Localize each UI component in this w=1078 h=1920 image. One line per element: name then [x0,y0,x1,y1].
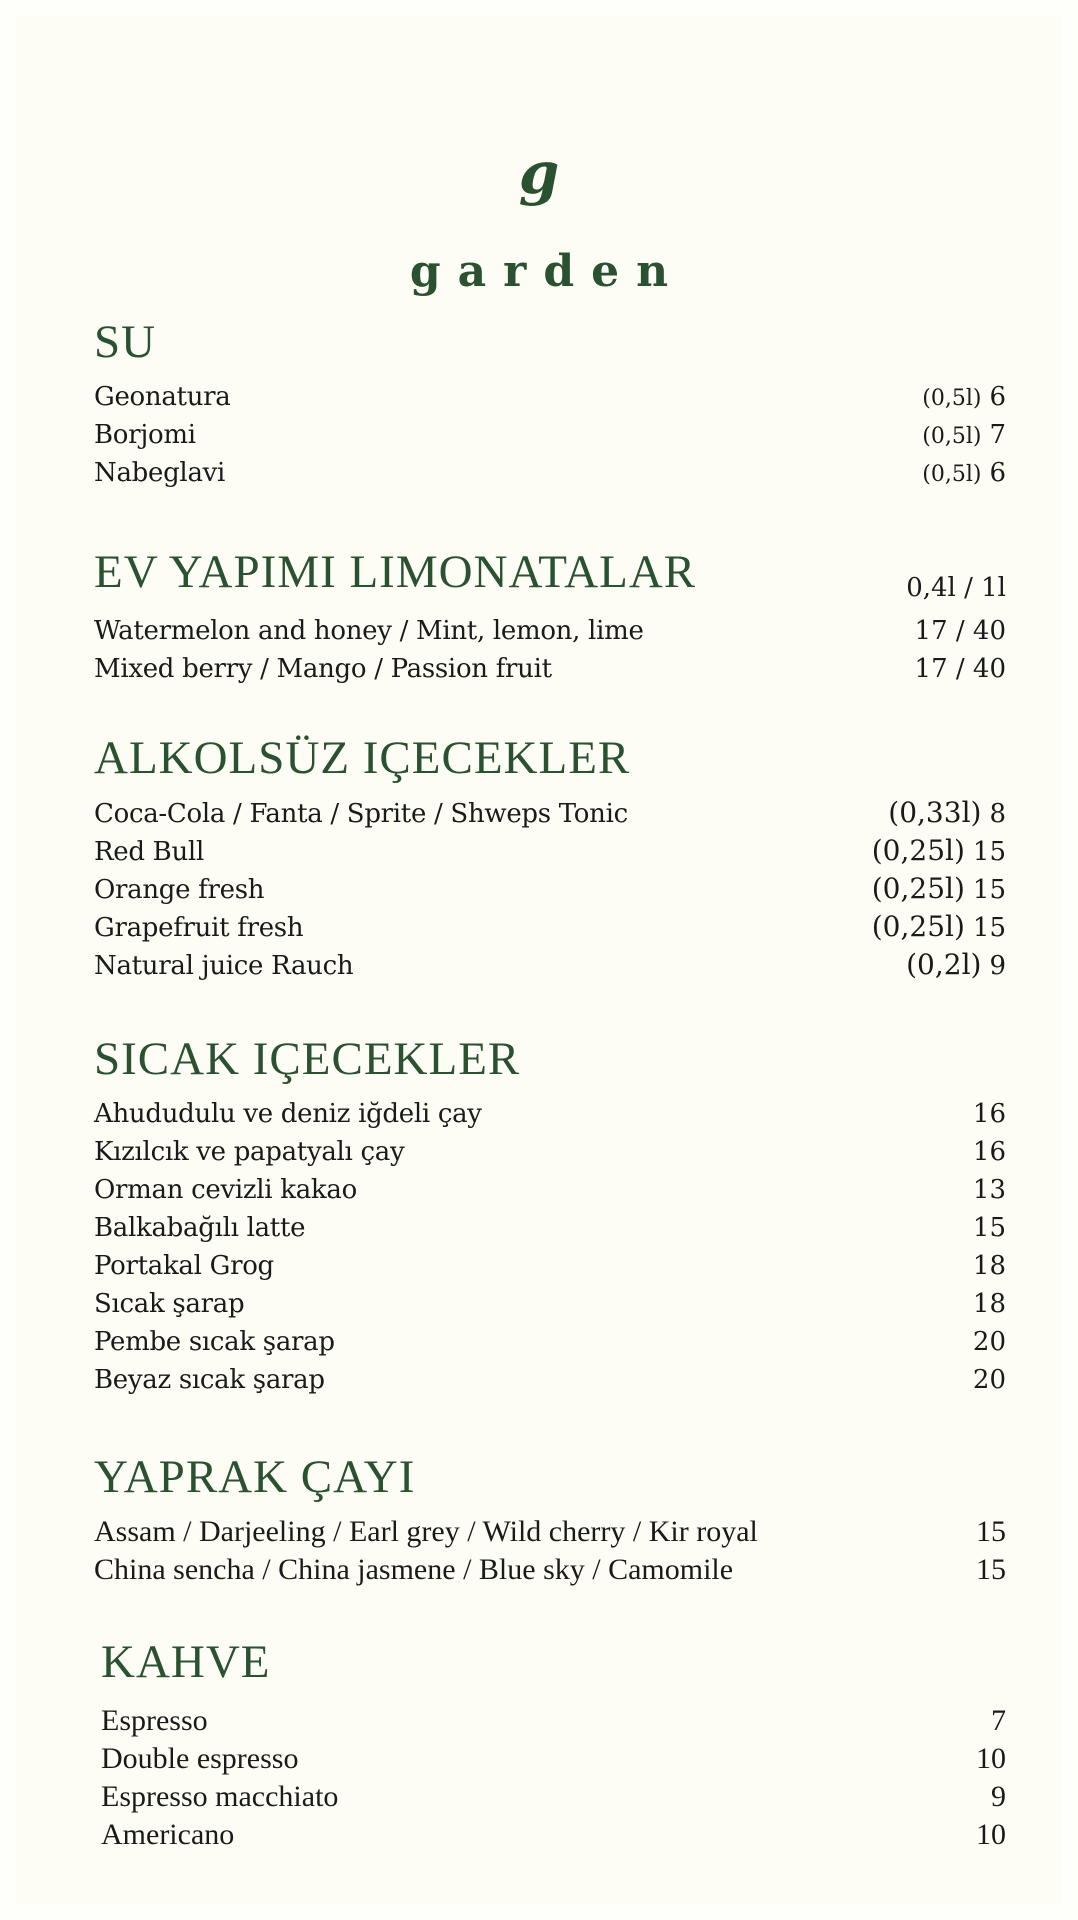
item-price: 20 [972,1365,1006,1395]
section-title: KAHVE [101,1636,271,1688]
item-name: Americano [101,1818,235,1851]
section-title: ALKOLSÜZ IÇECEKLER [94,732,631,784]
item-name: Balkabağılı latte [94,1213,306,1243]
menu-item [94,946,1006,984]
menu-item [94,378,1006,416]
menu-item [94,1361,1006,1399]
item-name: Orange fresh [94,875,265,905]
item-price [888,794,1006,833]
item-price: 17 / 40 [914,616,1006,646]
item-volume: (0,5l) [922,462,982,487]
item-volume: (0,25l) [871,834,965,867]
menu-item [94,416,1006,454]
item-name: Ahududulu ve deniz iğdeli çay [94,1099,482,1129]
item-name: Orman cevizli kakao [94,1175,357,1205]
item-price: 10 [976,1742,1006,1775]
section-kahve [101,1636,1006,1854]
section-title: SU [94,316,157,368]
menu-item [94,1285,1006,1323]
item-volume: (0,2l) [906,948,982,981]
item-price: 17 / 40 [914,654,1006,684]
item-list [94,1095,1006,1399]
item-price [872,832,1006,871]
item-price [906,946,1006,985]
item-list [101,1702,1006,1854]
item-price: 9 [991,1780,1006,1813]
item-price: 13 [972,1175,1006,1205]
menu-page [16,16,1062,1904]
item-name: Beyaz sıcak şarap [94,1365,325,1395]
menu-item [101,1816,1006,1854]
item-name: Geonatura [94,382,231,412]
item-name: Espresso [101,1704,208,1737]
item-name: Nabeglavi [94,458,226,488]
item-list [94,612,1006,688]
garden-logo-icon: g [518,139,560,207]
item-volume: (0,5l) [922,424,982,449]
brand-name: garden [409,246,686,297]
section-limonatalar [94,546,1006,688]
item-price: 16 [972,1137,1006,1167]
item-name: Espresso macchiato [101,1780,339,1813]
section-title: SICAK IÇECEKLER [94,1033,521,1085]
item-name: Watermelon and honey / Mint, lemon, lime [94,616,644,646]
item-name: Borjomi [94,420,196,450]
menu-item [94,1095,1006,1133]
item-price [872,870,1006,909]
item-name: China sencha / China jasmene / Blue sky / Camomile [94,1553,734,1586]
item-price-value: 15 [972,875,1006,905]
item-name: Assam / Darjeeling / Earl grey / Wild cherry / Kir royal [94,1515,758,1548]
item-price: 15 [976,1553,1006,1586]
item-name: Double espresso [101,1742,299,1775]
item-price [922,416,1006,456]
section-title: YAPRAK ÇAYI [94,1451,416,1503]
item-price: 18 [972,1289,1006,1319]
item-price: 10 [976,1818,1006,1851]
section-yaprak [94,1451,1006,1589]
menu-item [94,612,1006,650]
item-price: 15 [972,1213,1006,1243]
item-list [94,378,1006,492]
menu-item [94,908,1006,946]
item-price: 7 [991,1704,1006,1737]
menu-item [101,1740,1006,1778]
menu-item [94,1171,1006,1209]
item-price: 20 [972,1327,1006,1357]
menu-item [94,832,1006,870]
item-name: Grapefruit fresh [94,913,304,943]
item-price-value: 15 [972,837,1006,867]
menu-item [94,1247,1006,1285]
menu-item [94,1551,1006,1589]
section-title-text: EV YAPIMI LIMONATALAR [94,546,697,598]
menu-item [101,1702,1006,1740]
item-volume: (0,33l) [888,796,982,829]
item-price-value: 8 [989,799,1006,829]
menu-item [94,1323,1006,1361]
menu-item [101,1778,1006,1816]
item-volume: (0,5l) [922,386,982,411]
item-name: Coca-Cola / Fanta / Sprite / Shweps Tonic [94,799,628,829]
item-price: 16 [972,1099,1006,1129]
section-alkolsuz [94,732,1006,984]
item-price-value: 9 [989,951,1006,981]
item-name: Red Bull [94,837,204,867]
menu-item [94,650,1006,688]
menu-item [94,1133,1006,1171]
item-price-value: 15 [972,913,1006,943]
item-list [94,794,1006,984]
item-price [872,908,1006,947]
section-sicak [94,1033,1006,1399]
item-name: Pembe sıcak şarap [94,1327,335,1357]
menu-item [94,870,1006,908]
item-name: Mixed berry / Mango / Passion fruit [94,654,552,684]
item-price: 18 [972,1251,1006,1281]
item-name: Kızılcık ve papatyalı çay [94,1137,405,1167]
item-name: Sıcak şarap [94,1289,245,1319]
item-price-value: 7 [989,420,1006,450]
menu-item [94,1513,1006,1551]
item-price [922,378,1006,418]
item-list [94,1513,1006,1589]
menu-item [94,454,1006,492]
section-title [94,546,1006,603]
section-su [94,316,1006,492]
item-name: Natural juice Rauch [94,951,354,981]
unit-header: 0,4l / 1l [906,573,1006,603]
item-price-value: 6 [989,458,1006,488]
item-price: 15 [976,1515,1006,1548]
menu-item [94,794,1006,832]
item-price-value: 6 [989,382,1006,412]
item-price [922,454,1006,494]
menu-item [94,1209,1006,1247]
item-name: Portakal Grog [94,1251,274,1281]
item-volume: (0,25l) [871,872,965,905]
item-volume: (0,25l) [871,910,965,943]
